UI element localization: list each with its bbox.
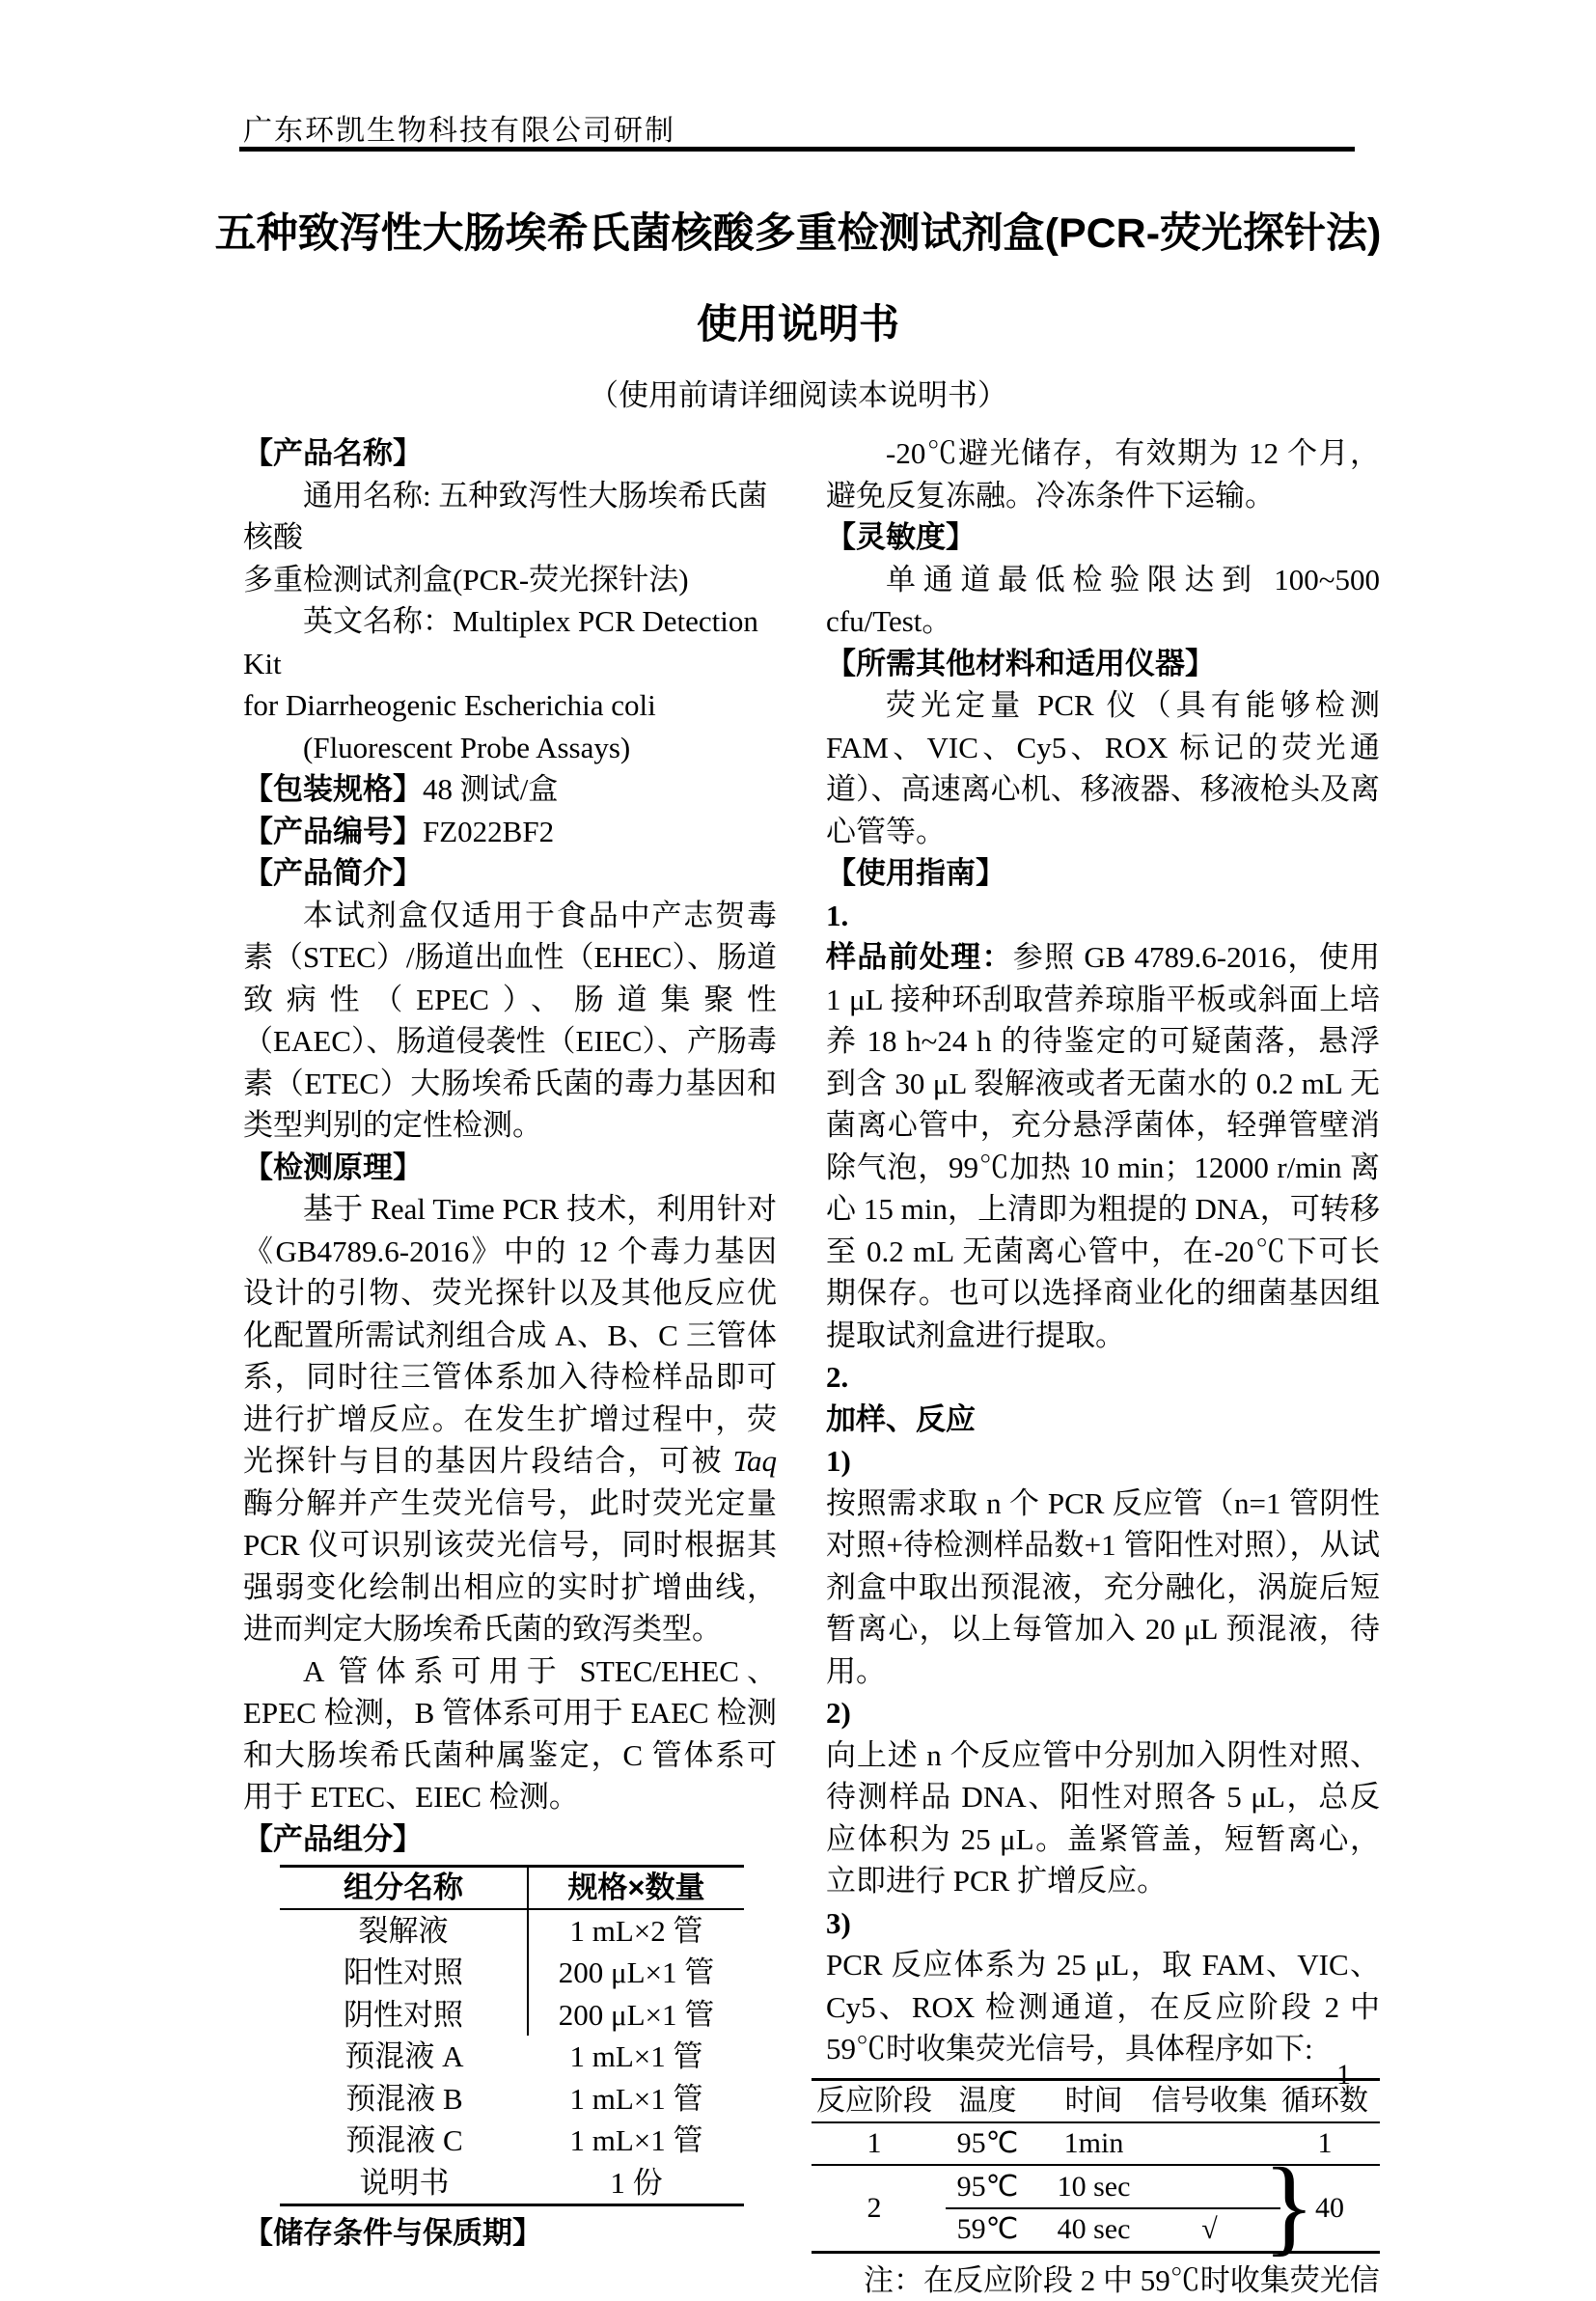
doc-title: 五种致泻性大肠埃希氏菌核酸多重检测试剂盒(PCR-荧光探针法) <box>123 201 1473 260</box>
table-cell-cycles: 40 <box>1315 2166 1344 2251</box>
section-heading-code: 【产品编号】 <box>243 815 423 848</box>
table-header-cell: 规格×数量 <box>529 1867 744 1909</box>
principle-text-pre: 基于 Real Time PCR 技术，利用针对《GB4789.6-2016》中的 12 个毒力基因设计的引物、荧光探针以及其他反应优化配置所需试剂组合成 A、B、C 三管体系，同时往三管体系加入待检样品即可进行扩增反应。在发生扩增过程中，荧光探针与目的基因片段结合，可被 <box>243 1192 777 1478</box>
principle-text-post: 酶分解并产生荧光信号，此时荧光定量 PCR 仪可识别该荧光信号，同时根据其强弱变化绘制出相应的实时扩增曲线，进而判定大肠埃希氏菌的致泻类型。 <box>243 1486 777 1647</box>
list-item-label: 加样、反应 <box>826 1402 976 1436</box>
text-line: 通用名称: 五种致泻性大肠埃希氏菌核酸 <box>243 475 777 559</box>
list-item-label: 样品前处理： <box>826 940 1013 974</box>
table-cell: 1 mL×1 管 <box>529 2120 744 2162</box>
table-cell: 95℃ <box>937 2122 1038 2165</box>
cycles-brace: } <box>1263 2164 1315 2249</box>
page-number: 1 <box>1336 2059 1351 2092</box>
table-row <box>280 2120 744 2162</box>
list-item <box>826 895 1380 1357</box>
list-item-number: 1. <box>826 899 848 932</box>
table-cell: 59℃ <box>937 2208 1038 2251</box>
table-cell: 阳性对照 <box>280 1952 529 1994</box>
table-cell: 1 mL×1 管 <box>529 2078 744 2121</box>
storage-paragraph: -20℃避光储存，有效期为 12 个月，避免反复冻融。冷冻条件下运输。 <box>826 432 1380 516</box>
list-item-text: PCR 反应体系为 25 μL，取 FAM、VIC、Cy5、ROX 检测通道，在反应阶段 2 中 59℃时收集荧光信号，具体程序如下: <box>826 1944 1380 2070</box>
list-item <box>826 1440 1380 1692</box>
list-item <box>826 1356 1380 1440</box>
table-cell: 裂解液 <box>280 1910 529 1953</box>
pcr-program-table <box>812 2078 1380 2254</box>
table-cell: 40 sec <box>1038 2208 1149 2251</box>
sensitivity-paragraph: 单通道最低检验限达到 100~500 cfu/Test。 <box>826 559 1380 643</box>
table-cell: 预混液 B <box>280 2078 529 2121</box>
table-header-cell: 组分名称 <box>280 1868 529 1908</box>
package-spec-line <box>243 768 777 811</box>
list-item <box>826 1902 1380 2070</box>
section-heading-package: 【包装规格】 <box>243 772 423 806</box>
list-item-text: 按照需求取 n 个 PCR 反应管（n=1 管阴性对照+待检测样品数+1 管阳性对照），从试剂盒中取出预混液，充分融化，涡旋后短暂离心，以上每管加入 20 μL 预混液，待用。 <box>826 1483 1380 1693</box>
table-header-cell: 反应阶段 <box>812 2080 937 2122</box>
table-cell: 10 sec <box>1038 2166 1149 2208</box>
list-item-number: 3) <box>826 1906 851 1940</box>
package-spec-value: 48 测试/盒 <box>423 772 558 806</box>
section-heading-intro: 【产品简介】 <box>243 852 777 895</box>
list-item-text: 向上述 n 个反应管中分别加入阴性对照、待测样品 DNA、阳性对照各 5 μL，总反应体积为 25 μL。盖紧管盖，短暂离心，立即进行 PCR 扩增反应。 <box>826 1734 1380 1902</box>
left-column <box>243 432 777 2255</box>
section-heading-storage: 【储存条件与保质期】 <box>243 2212 777 2255</box>
list-item <box>826 1692 1380 1902</box>
table-cell: 95℃ <box>937 2166 1038 2208</box>
header-rule <box>239 147 1355 152</box>
list-item-number: 1) <box>826 1444 851 1478</box>
components-table-header-row <box>280 1868 744 1910</box>
table-cell: √ <box>1149 2208 1270 2251</box>
table-header-cell: 信号收集 <box>1149 2080 1270 2122</box>
table-cell: 1 份 <box>529 2162 744 2204</box>
table-cell: 1 <box>812 2122 937 2165</box>
table-row <box>280 2162 744 2204</box>
principle-paragraph-2: A 管体系可用于 STEC/EHEC、EPEC 检测，B 管体系可用于 EAEC 检测和大肠埃希氏菌种属鉴定，C 管体系可用于 ETEC、EIEC 检测。 <box>243 1650 777 1818</box>
table-cell: 200 μL×1 管 <box>529 1994 744 2037</box>
section-heading-principle: 【检测原理】 <box>243 1147 777 1189</box>
list-item-number: 2) <box>826 1696 851 1730</box>
table-row <box>280 1952 744 1994</box>
text-line: 多重检测试剂盒(PCR-荧光探针法) <box>243 559 777 601</box>
table-row <box>280 1994 744 2037</box>
text-line: (Fluorescent Probe Assays) <box>243 727 777 769</box>
components-table <box>280 1865 744 2206</box>
section-heading-guide: 【使用指南】 <box>826 852 1380 895</box>
subrow-divider-line <box>946 2207 1280 2209</box>
text-line: for Diarrheogenic Escherichia coli <box>243 684 777 727</box>
principle-paragraph-1 <box>243 1188 777 1650</box>
table-row <box>280 2078 744 2121</box>
list-item-number: 2. <box>826 1360 848 1394</box>
doc-subtitle: 使用说明书 <box>123 292 1473 350</box>
table-header-cell: 循环数 <box>1270 2080 1380 2122</box>
table-header-cell: 时间 <box>1038 2080 1149 2122</box>
product-code-line <box>243 811 777 853</box>
table-row-stage2 <box>812 2166 1380 2251</box>
table-row <box>280 1910 744 1953</box>
table-cell: 1 <box>1270 2122 1380 2165</box>
text-line: 英文名称：Multiplex PCR Detection Kit <box>243 600 777 684</box>
company-header: 广东环凯生物科技有限公司研制 <box>243 106 675 149</box>
table-cell: 1min <box>1038 2122 1149 2165</box>
intro-paragraph: 本试剂盒仅适用于食品中产志贺毒素（STEC）/肠道出血性（EHEC）、肠道致病性（EPEC）、肠道集聚性（EAEC）、肠道侵袭性（EIEC）、产肠毒素（ETEC）大肠埃希氏菌的毒力基因和类型判别的定性检测。 <box>243 895 777 1147</box>
section-heading-sensitivity: 【灵敏度】 <box>826 516 1380 559</box>
table-cell: 阴性对照 <box>280 1994 529 2037</box>
materials-paragraph: 荧光定量 PCR 仪（具有能够检测 FAM、VIC、Cy5、ROX 标记的荧光通道）、高速离心机、移液器、移液枪头及离心管等。 <box>826 684 1380 852</box>
table-cell: 1 mL×1 管 <box>529 2036 744 2078</box>
list-item-body <box>826 936 1380 1356</box>
section-heading-product-name: 【产品名称】 <box>243 432 777 475</box>
list-item-body <box>826 1399 1380 1441</box>
table-note: 注：在反应阶段 2 中 59℃时收集荧光信 <box>826 2259 1380 2301</box>
table-cell: 1 mL×2 管 <box>529 1910 744 1953</box>
section-heading-materials: 【所需其他材料和适用仪器】 <box>826 643 1380 685</box>
right-column <box>826 432 1380 2301</box>
product-code-value: FZ022BF2 <box>423 815 554 848</box>
section-heading-components: 【产品组分】 <box>243 1818 777 1861</box>
table-cell: 预混液 C <box>280 2120 529 2162</box>
program-table-header-row <box>812 2081 1380 2123</box>
table-cell: 200 μL×1 管 <box>529 1952 744 1994</box>
table-header-cell: 温度 <box>937 2080 1038 2122</box>
list-item-text: 参照 GB 4789.6-2016，使用 1 μL 接种环刮取营养琼脂平板或斜面上培养 18 h~24 h 的待鉴定的可疑菌落，悬浮到含 30 μL 裂解液或者无菌水的 0.2 mL 无菌离心管中，充分悬浮菌体，轻弹管壁消除气泡，99℃加热 10 min；12000 r/min 离心 15 min，上清即为粗提的 DNA，可转移至 0.2 mL 无菌离心管中，在-20℃下可长期保存。也可以选择商业化的细菌基因组提取试剂盒进行提取。 <box>826 940 1380 1352</box>
table-cell: 预混液 A <box>280 2036 529 2078</box>
table-cell-stage-number: 2 <box>812 2166 937 2251</box>
taq-italic: Taq <box>733 1444 777 1478</box>
table-row <box>280 2036 744 2078</box>
table-cell: 说明书 <box>280 2162 529 2204</box>
read-before-use-note: （使用前请详细阅读本说明书） <box>123 371 1473 414</box>
